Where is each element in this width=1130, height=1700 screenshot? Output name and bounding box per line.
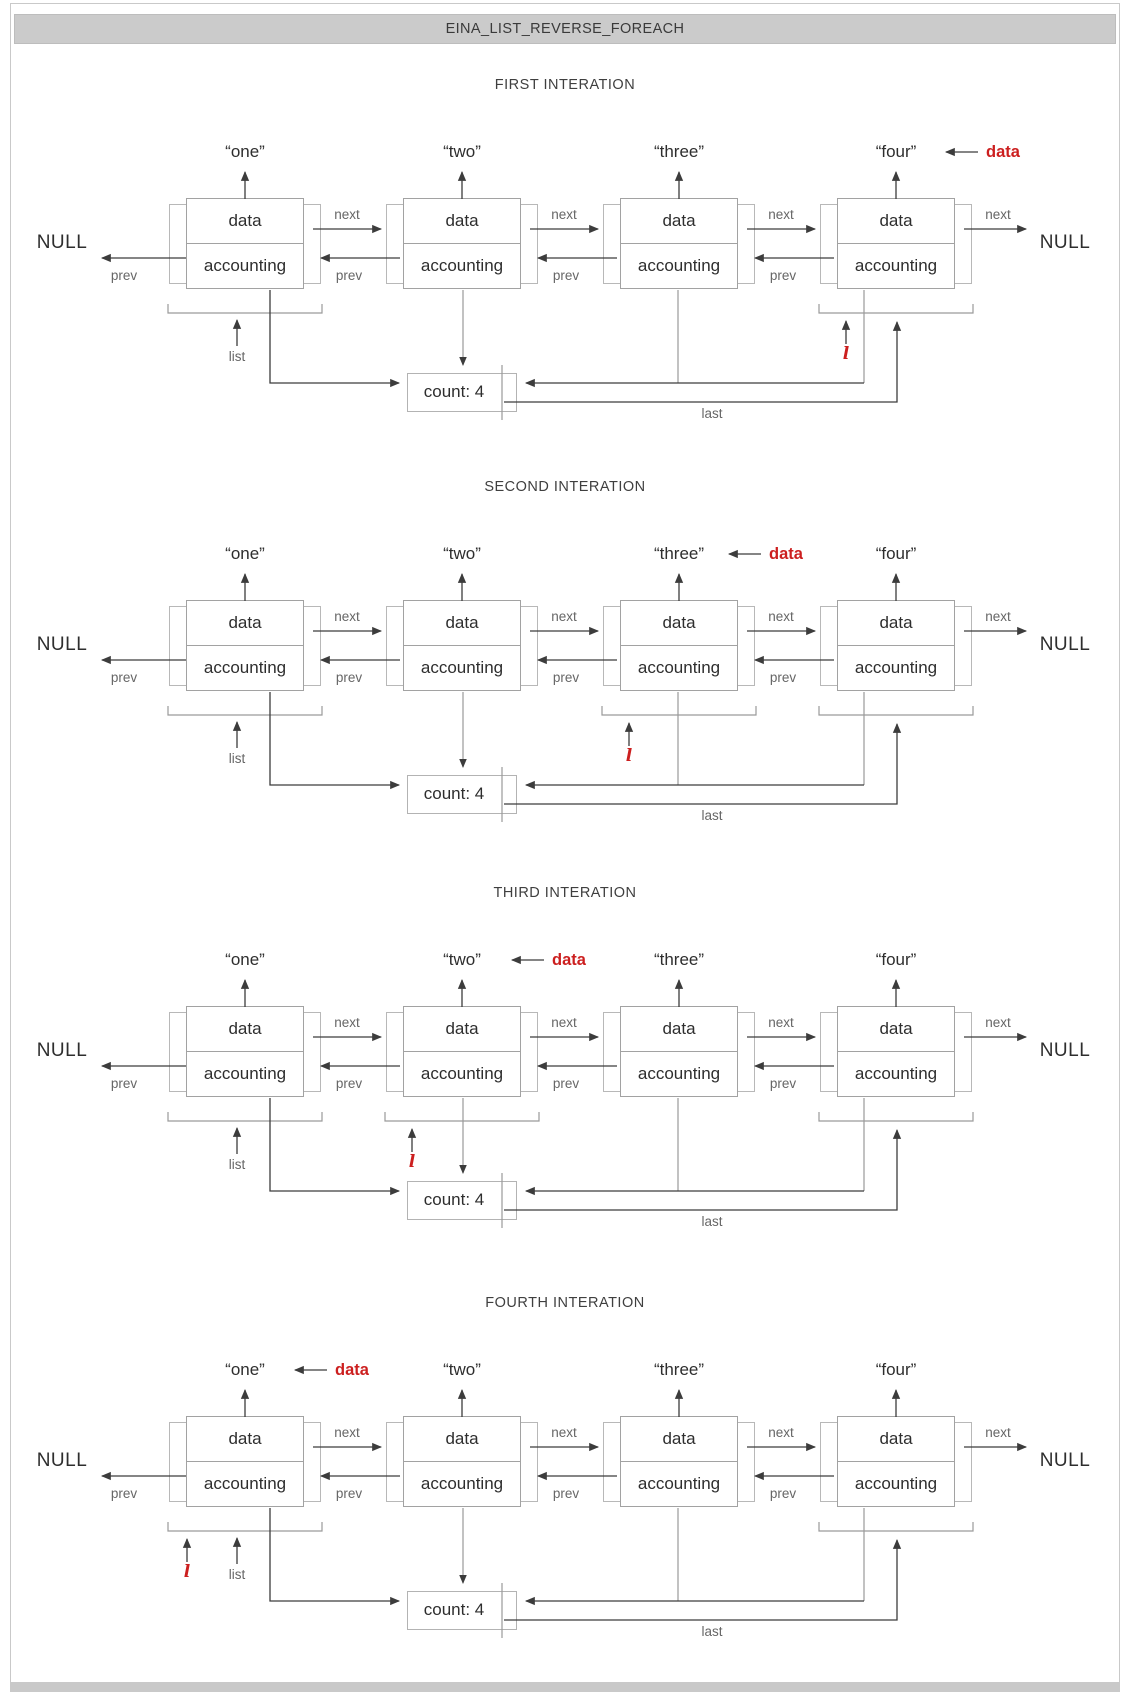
node-label: “three”	[653, 1360, 705, 1379]
node-accounting-cell: accounting	[620, 1461, 738, 1507]
node-label: “four”	[875, 1360, 917, 1379]
prev-label: prev	[110, 1076, 138, 1091]
node-label: “one”	[225, 1360, 265, 1379]
list-label: list	[228, 1157, 246, 1172]
count-label: count: 4	[423, 784, 485, 803]
node-accounting-cell: accounting	[403, 1461, 521, 1507]
node-label: “three”	[653, 544, 705, 563]
null-label-left: NULL	[36, 232, 88, 253]
node-accounting-cell: accounting	[186, 1051, 304, 1097]
node-data-cell: data	[837, 1006, 955, 1052]
prev-label: prev	[552, 268, 580, 283]
next-label: next	[334, 1015, 360, 1030]
node-data-cell: data	[620, 1416, 738, 1462]
node-label: “four”	[875, 544, 917, 563]
next-label: next	[551, 1015, 577, 1030]
l-pointer-label: l	[842, 344, 850, 364]
null-label-left: NULL	[36, 634, 88, 655]
node-label: “four”	[875, 950, 917, 969]
node-data-cell: data	[837, 600, 955, 646]
next-label: next	[551, 609, 577, 624]
null-label-right: NULL	[1039, 634, 1091, 655]
iteration-title: FOURTH INTERATION	[485, 1295, 645, 1311]
node-label: “three”	[653, 142, 705, 161]
iteration-title: FIRST INTERATION	[494, 77, 636, 93]
next-label: next	[985, 1425, 1011, 1440]
node-accounting-cell: accounting	[186, 645, 304, 691]
node-data-cell: data	[186, 1006, 304, 1052]
node-label: “one”	[225, 142, 265, 161]
count-label: count: 4	[423, 1190, 485, 1209]
node-label: “two”	[443, 142, 481, 161]
node-accounting-cell: accounting	[186, 243, 304, 289]
node-accounting-cell: accounting	[837, 645, 955, 691]
node-label: “one”	[225, 544, 265, 563]
prev-label: prev	[335, 1076, 363, 1091]
next-label: next	[334, 207, 360, 222]
list-label: list	[228, 1567, 246, 1582]
prev-label: prev	[552, 1076, 580, 1091]
node-accounting-cell: accounting	[837, 1051, 955, 1097]
data-pointer-label: data	[552, 951, 586, 969]
node-accounting-cell: accounting	[837, 1461, 955, 1507]
node-accounting-cell: accounting	[403, 645, 521, 691]
node-label: “four”	[875, 142, 917, 161]
prev-label: prev	[335, 670, 363, 685]
footer-bar	[10, 1682, 1120, 1692]
node-label: “two”	[443, 950, 481, 969]
node-data-cell: data	[403, 1416, 521, 1462]
last-label: last	[701, 808, 723, 823]
next-label: next	[551, 1425, 577, 1440]
node-data-cell: data	[620, 1006, 738, 1052]
node-label: “three”	[653, 950, 705, 969]
count-label: count: 4	[423, 1600, 485, 1619]
node-data-cell: data	[403, 1006, 521, 1052]
next-label: next	[551, 207, 577, 222]
prev-label: prev	[110, 268, 138, 283]
l-pointer-label: l	[408, 1152, 416, 1172]
next-label: next	[985, 609, 1011, 624]
node-label: “two”	[443, 1360, 481, 1379]
node-data-cell: data	[403, 600, 521, 646]
prev-label: prev	[552, 1486, 580, 1501]
prev-label: prev	[335, 268, 363, 283]
last-label: last	[701, 406, 723, 421]
data-pointer-label: data	[335, 1361, 369, 1379]
prev-label: prev	[769, 268, 797, 283]
node-data-cell: data	[186, 198, 304, 244]
prev-label: prev	[110, 1486, 138, 1501]
prev-label: prev	[769, 670, 797, 685]
l-pointer-label: l	[625, 746, 633, 766]
next-label: next	[768, 1425, 794, 1440]
next-label: next	[985, 207, 1011, 222]
iteration-title: THIRD INTERATION	[493, 885, 637, 901]
prev-label: prev	[335, 1486, 363, 1501]
count-label: count: 4	[423, 382, 485, 401]
null-label-left: NULL	[36, 1040, 88, 1061]
null-label-right: NULL	[1039, 232, 1091, 253]
null-label-right: NULL	[1039, 1040, 1091, 1061]
header-title: EINA_LIST_REVERSE_FOREACH	[445, 21, 685, 37]
next-label: next	[768, 1015, 794, 1030]
data-pointer-label: data	[769, 545, 803, 563]
list-label: list	[228, 349, 246, 364]
node-accounting-cell: accounting	[620, 1051, 738, 1097]
prev-label: prev	[769, 1486, 797, 1501]
node-accounting-cell: accounting	[837, 243, 955, 289]
node-accounting-cell: accounting	[403, 1051, 521, 1097]
next-label: next	[334, 609, 360, 624]
next-label: next	[768, 207, 794, 222]
node-accounting-cell: accounting	[620, 645, 738, 691]
prev-label: prev	[552, 670, 580, 685]
node-accounting-cell: accounting	[620, 243, 738, 289]
last-label: last	[701, 1624, 723, 1639]
node-data-cell: data	[837, 198, 955, 244]
node-label: “two”	[443, 544, 481, 563]
prev-label: prev	[110, 670, 138, 685]
node-data-cell: data	[620, 600, 738, 646]
last-label: last	[701, 1214, 723, 1229]
null-label-left: NULL	[36, 1450, 88, 1471]
list-label: list	[228, 751, 246, 766]
node-data-cell: data	[620, 198, 738, 244]
node-data-cell: data	[186, 1416, 304, 1462]
data-pointer-label: data	[986, 143, 1020, 161]
node-data-cell: data	[837, 1416, 955, 1462]
node-accounting-cell: accounting	[186, 1461, 304, 1507]
node-data-cell: data	[403, 198, 521, 244]
prev-label: prev	[769, 1076, 797, 1091]
next-label: next	[768, 609, 794, 624]
iteration-title: SECOND INTERATION	[484, 479, 646, 495]
node-label: “one”	[225, 950, 265, 969]
next-label: next	[985, 1015, 1011, 1030]
next-label: next	[334, 1425, 360, 1440]
null-label-right: NULL	[1039, 1450, 1091, 1471]
l-pointer-label: l	[183, 1562, 191, 1582]
node-data-cell: data	[186, 600, 304, 646]
node-accounting-cell: accounting	[403, 243, 521, 289]
